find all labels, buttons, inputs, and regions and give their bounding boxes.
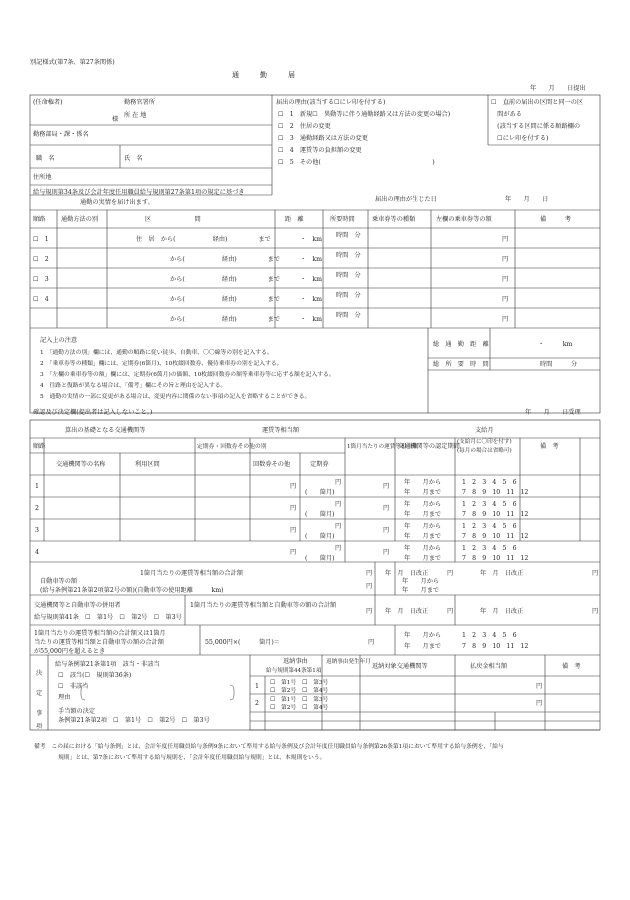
- conf-th-route: 順路: [33, 443, 46, 450]
- conf-to: 年 月まで: [404, 555, 442, 562]
- conf-monthly: 円: [383, 505, 390, 512]
- conf-months: ( 箇月): [305, 533, 335, 540]
- conf-th-payment-note2: (毎月の場合は省略可): [457, 448, 512, 454]
- conf-no: 4: [35, 549, 39, 556]
- return-th-remarks: 備 考: [562, 663, 581, 670]
- return-th-refund: 払戻金相当額: [470, 663, 508, 670]
- return-a[interactable]: ☐ 第1号 ☐ 第3号: [270, 697, 329, 703]
- note-4: 4 往路と復路が異なる場合は、「備考」欄にその旨と理由を記入する。: [40, 383, 227, 389]
- route-distance: ・ km: [300, 236, 322, 243]
- decision-not-apply[interactable]: ☐ 非該当: [58, 683, 89, 690]
- conf-th-monthly: 1箇月当たりの運賃等相当額: [347, 444, 418, 450]
- conf-yen: 円: [290, 483, 297, 490]
- decision-side-3: 事: [36, 710, 43, 717]
- route-amount: 円: [502, 236, 509, 243]
- route-time: 時間 分: [336, 252, 361, 259]
- conf-months: ( 箇月): [305, 555, 335, 562]
- route-distance: ・ km: [300, 316, 322, 323]
- conf-months-a[interactable]: 1 2 3 4 5 6: [462, 479, 517, 486]
- conf-row-3: [35, 522, 528, 540]
- car-label-1: 自動車等の額: [40, 578, 78, 585]
- notes-heading: 記入上の注意: [40, 337, 78, 344]
- route-distance: ・ km: [300, 276, 322, 283]
- conf-row-2: [35, 500, 528, 518]
- confirmation-heading: 確認及び決定欄(提出者は記入しないこと。): [33, 409, 153, 416]
- side-note-3: (該当する区間に係る順路欄の: [491, 123, 581, 130]
- conf-th-pass: 定期券: [310, 461, 329, 468]
- conf-th-agency: 交通機関等の名称: [56, 461, 106, 468]
- submit-date: 年 月 日提出: [530, 85, 586, 92]
- conf-months-b[interactable]: 7 8 9 10 11 12: [462, 555, 529, 562]
- address-label: 住所地: [33, 174, 52, 181]
- combined-rev-2-yen: 円: [592, 608, 599, 615]
- conf-pass: 円: [335, 479, 342, 486]
- route-th-distance: 距 離: [285, 216, 304, 223]
- conf-th-remarks: 備 考: [540, 443, 559, 450]
- return-th-reason2: 給与規則第44条第1項: [266, 668, 322, 674]
- return-th-target: 返納対象交通機関等: [372, 663, 428, 670]
- revision-2-yen: 円: [592, 570, 599, 577]
- conf-row-4: [35, 544, 528, 562]
- route-th-time: 所要時間: [330, 216, 355, 223]
- conf-no: 3: [35, 527, 39, 534]
- reason-item-2[interactable]: ☐ 2 住居の変更: [278, 123, 331, 130]
- conf-to: 年 月まで: [404, 533, 442, 540]
- car-from: 年 月から: [402, 578, 440, 585]
- route-amount: 円: [502, 276, 509, 283]
- combined-label-2[interactable]: 給与規則第41条 ☐ 第1号 ☐ 第2号 ☐ 第3号: [34, 614, 182, 621]
- route-time: 時間 分: [336, 232, 361, 239]
- conf-th-fare: 運賃等相当額: [262, 427, 300, 434]
- total-distance-label: 総 通 勤 距 離: [433, 341, 489, 348]
- route-row-4: [33, 291, 508, 303]
- side-note-4: ☐にレ印を付する): [491, 135, 549, 142]
- conf-row-1: [35, 478, 528, 496]
- route-row-3: [33, 271, 508, 283]
- route-th-method: 通勤方法の別: [61, 216, 99, 223]
- decision-side-2: 定: [36, 690, 43, 697]
- decision-method-label: 手当額の決定: [58, 708, 96, 715]
- combined-rev-1-yen: 円: [447, 608, 454, 615]
- received-date: 年 月 日受理: [525, 409, 581, 416]
- conf-monthly: 円: [383, 527, 390, 534]
- reason-date: 年 月 日: [505, 196, 549, 203]
- return-row-1: [255, 678, 542, 694]
- return-yen: 円: [536, 683, 543, 690]
- conf-yen: 円: [290, 527, 297, 534]
- conf-months-a[interactable]: 1 2 3 4 5 6: [462, 545, 517, 552]
- side-note-1[interactable]: ☐ 直前の届出の区間と同一の区: [491, 99, 584, 106]
- return-no: 2: [255, 700, 259, 707]
- car-yen: 円: [366, 583, 373, 590]
- appointer-label: (任命権者): [33, 99, 63, 106]
- form-ref: 別記様式(第7条、第27条関係): [30, 59, 115, 66]
- conf-months: ( 箇月): [305, 489, 335, 496]
- conf-th-payment: 支給月: [475, 427, 494, 434]
- reasons-heading: 届出の理由(該当する☐にレ印を付する): [276, 99, 386, 106]
- decision-reason: 理由: [58, 694, 71, 701]
- conf-months-a[interactable]: 1 2 3 4 5 6: [462, 501, 517, 508]
- conf-from: 年 月から: [404, 545, 442, 552]
- route-th-amount: 左欄の乗車券等の額: [436, 216, 492, 223]
- route-section: 住 居 から( 経由) まで: [136, 236, 271, 243]
- route-time: 時間 分: [336, 292, 361, 299]
- return-b[interactable]: ☐ 第2号 ☐ 第4号: [270, 705, 329, 711]
- total-distance-value: ・ km: [538, 341, 573, 348]
- reason-bracket-icon: [81, 685, 234, 700]
- note-1: 1 「通勤方法の別」欄には、通勤の順路に従い徒歩、自動車、〇〇線等の別を記入する。: [40, 350, 273, 356]
- decision-side-4: 項: [36, 723, 43, 730]
- conf-pass: 円: [335, 545, 342, 552]
- conf-months-b[interactable]: 7 8 9 10 11 12: [462, 489, 529, 496]
- excess-months-b[interactable]: 7 8 9 10 11 12: [462, 643, 529, 650]
- conf-yen: 円: [290, 549, 297, 556]
- department-label: 勤務部局・課・係名: [33, 131, 89, 138]
- reason-item-3[interactable]: ☐ 3 通勤経路又は方法の変更: [278, 135, 368, 142]
- route-distance: ・ km: [300, 296, 322, 303]
- route-section: から( 経由) まで: [170, 296, 281, 303]
- conf-from: 年 月から: [404, 479, 442, 486]
- decision-article: 給与条例第21条第1項 該当・非該当: [55, 661, 160, 668]
- declaration-line-1: 給与規則第34条及び会計年度任用職員給与規則第27条第1項の規定に基づき: [33, 189, 245, 196]
- route-section: から( 経由) まで: [170, 256, 281, 263]
- revision-1: 年 月 日改正: [385, 570, 429, 577]
- monthly-total-label: 1箇月当たりの運賃等相当額の合計額: [140, 570, 243, 577]
- conf-monthly: 円: [383, 549, 390, 556]
- excess-text-1: 1箇月当たりの運賃等相当額の合計額又は1箇月: [34, 630, 166, 637]
- car-label-2: (給与条例第21条第2項第2号の額)(自動車等の使用距離 km): [40, 587, 224, 594]
- combined-rev-1: 年 月 日改正: [385, 608, 429, 615]
- route-no[interactable]: ☐ 4: [33, 296, 49, 303]
- name-label: 氏 名: [124, 155, 143, 162]
- decision-method[interactable]: 条例第21条第2項 ☐ 第1号 ☐ 第2号 ☐ 第3号: [58, 717, 210, 724]
- route-no[interactable]: ☐ 1: [33, 236, 49, 243]
- conf-th-payment-note: (支給月に〇印を付す): [457, 439, 512, 445]
- route-time: 時間 分: [336, 312, 361, 319]
- excess-from: 年 月から: [404, 632, 442, 639]
- decision-side-1: 決: [36, 670, 43, 677]
- workplace-label: 勤務官署所: [124, 99, 155, 106]
- conf-monthly: 円: [383, 483, 390, 490]
- note-5: 5 通勤の実情の一部に変更がある場合は、変更内容に関係のない事項の記入を省略することができる。: [40, 394, 311, 400]
- route-no[interactable]: ☐ 3: [33, 276, 49, 283]
- conf-th-basis: 算出の基礎となる交通機関等: [65, 427, 146, 434]
- footer-line-2: 規則」とは、第7条において準用する給与規則を、「会計年度任用職員給与規則」とは、本規則をいう。: [58, 755, 326, 761]
- route-distance: ・ km: [300, 256, 322, 263]
- conf-no: 1: [35, 483, 39, 490]
- route-amount: 円: [502, 296, 509, 303]
- conf-months-b[interactable]: 7 8 9 10 11 12: [462, 511, 529, 518]
- monthly-total-yen: 円: [366, 570, 373, 577]
- route-row-5: [170, 311, 508, 323]
- conf-to: 年 月まで: [404, 489, 442, 496]
- excess-text-2: 当たりの運賃等相当額と自動車等の額の合計額: [34, 639, 164, 646]
- conf-months-a[interactable]: 1 2 3 4 5 6: [462, 523, 517, 530]
- route-section: から( 経由) まで: [170, 316, 281, 323]
- route-th-section: 区 間: [145, 216, 201, 223]
- route-amount: 円: [502, 256, 509, 263]
- return-a[interactable]: ☐ 第1号 ☐ 第3号: [270, 680, 329, 686]
- footer-line-1: 備考 この届における「給与条例」とは、会計年度任用職員給与条例9条において準用する給与条例及び会計年度任用職員給与条例第26条第1項において準用する給与条例を、「給与: [34, 744, 504, 750]
- reason-item-4[interactable]: ☐ 4 運賃等の負担額の変更: [278, 147, 362, 154]
- conf-no: 2: [35, 505, 39, 512]
- conf-th-period: 交通機関等の認定期間: [398, 443, 460, 450]
- total-time-value: 時間 分: [540, 361, 578, 368]
- location-label: 所 在 地: [124, 112, 147, 119]
- excess-formula: 55,000円×( 箇月)＝: [205, 639, 280, 646]
- route-th-no: 順路: [33, 216, 46, 223]
- route-amount: 円: [502, 316, 509, 323]
- reason-item-1[interactable]: ☐ 1 新規☐ 異動等に伴う通勤経路又は方法の変更の場合): [278, 111, 451, 118]
- note-2: 2 「乗車券等の種類」欄には、定期券(6箇月)、10枚綴回数券、優待乗車券の別を記入する。: [40, 361, 283, 367]
- conf-th-pass-type: 定期券・回数券その他の別: [197, 444, 267, 450]
- excess-yen: 円: [368, 639, 375, 646]
- conf-from: 年 月から: [404, 501, 442, 508]
- car-to: 年 月まで: [402, 587, 440, 594]
- return-no: 1: [255, 683, 259, 690]
- conf-th-count: 回数券その他: [253, 461, 291, 468]
- revision-2: 年 月 日改正: [480, 570, 524, 577]
- combined-total-label: 1箇月当たりの運賃等相当額と自動車等の額の合計額: [190, 602, 337, 609]
- revision-1-yen: 円: [447, 570, 454, 577]
- excess-to: 年 月まで: [404, 643, 442, 650]
- conf-months-b[interactable]: 7 8 9 10 11 12: [462, 533, 529, 540]
- route-section: から( 経由) まで: [170, 276, 281, 283]
- return-row-2: [255, 695, 542, 711]
- route-time: 時間 分: [336, 272, 361, 279]
- route-row-2: [33, 251, 508, 263]
- note-3: 3 「左欄の乗車券等の額」欄には、定期券(6箇月)の価額、10枚綴回数券の額等乗車券等に応ずる額を記入する。: [40, 372, 335, 378]
- route-th-remarks: 備 考: [540, 216, 571, 223]
- excess-months-a[interactable]: 1 2 3 4 5 6: [462, 632, 517, 639]
- total-time-label: 総 所 要 時 間: [433, 361, 489, 368]
- sama-label: 様: [112, 116, 119, 123]
- combined-label-1: 交通機関等と自動車等の併用者: [34, 602, 121, 609]
- combined-rev-2: 年 月 日改正: [480, 608, 524, 615]
- conf-months: ( 箇月): [305, 511, 335, 518]
- form-title: 通 勤 届: [232, 71, 295, 79]
- return-b[interactable]: ☐ 第2号 ☐ 第4号: [270, 688, 329, 694]
- position-label: 職 名: [36, 155, 55, 162]
- return-th-date: 返納事由発生年月: [326, 659, 371, 665]
- excess-text-3: が55,000円を超えるとき: [34, 648, 106, 655]
- conf-pass: 円: [335, 501, 342, 508]
- reason-date-label: 届出の理由が生じた日: [375, 196, 437, 203]
- conf-pass: 円: [335, 523, 342, 530]
- reason-item-5[interactable]: ☐ 5 その他( ): [278, 159, 435, 166]
- conf-to: 年 月まで: [404, 511, 442, 518]
- conf-th-section: 利用区間: [135, 461, 160, 468]
- return-th-reason: 返納事由: [283, 658, 308, 665]
- route-th-ticket: 乗車券等の種類: [372, 216, 416, 223]
- combined-yen: 円: [366, 608, 373, 615]
- route-no[interactable]: ☐ 2: [33, 256, 49, 263]
- conf-yen: 円: [290, 505, 297, 512]
- route-row-1: [33, 231, 508, 243]
- side-note-2: 間がある: [491, 111, 522, 118]
- declaration-line-2: 通勤の実情を届け出ます。: [80, 199, 154, 206]
- conf-from: 年 月から: [404, 523, 442, 530]
- decision-apply[interactable]: ☐ 該当(☐ 規則第36条): [58, 672, 132, 679]
- return-yen: 円: [536, 700, 543, 707]
